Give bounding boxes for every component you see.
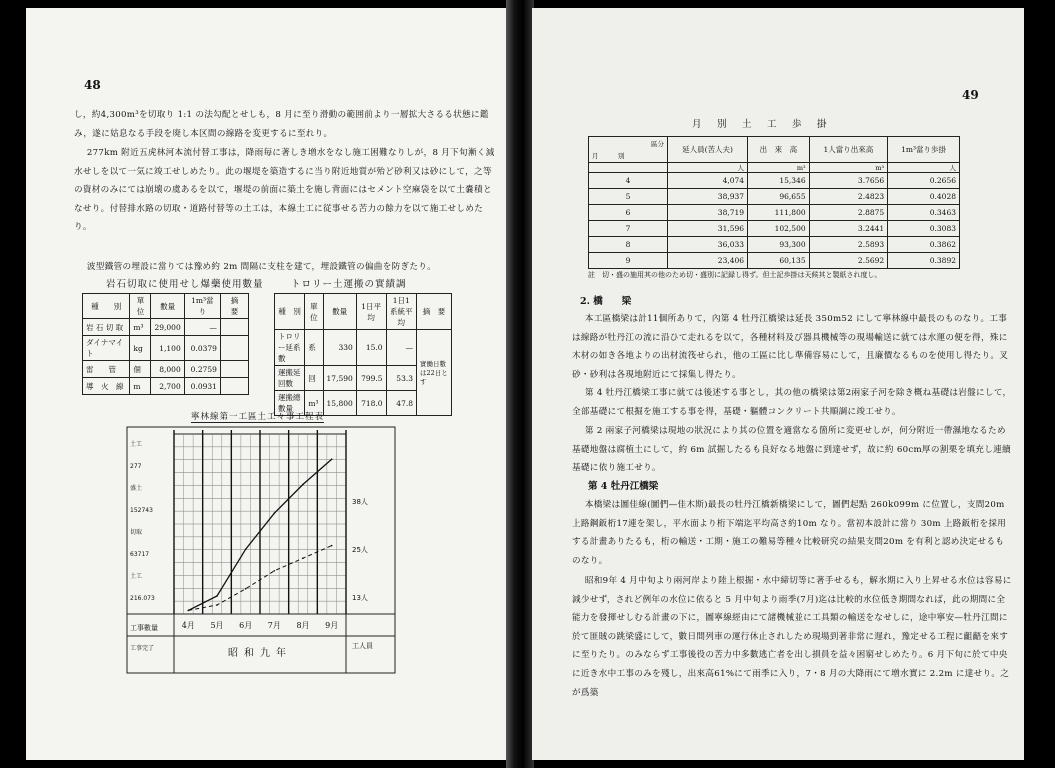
header-cell: 延人員(苦人夫) bbox=[668, 137, 748, 163]
table-cell: 799.5 bbox=[356, 366, 386, 391]
monthly-table bbox=[588, 136, 960, 269]
table-cell: 60,135 bbox=[748, 253, 810, 269]
table-cell: 93,300 bbox=[748, 237, 810, 253]
table-cell: 個 bbox=[130, 361, 151, 378]
header-cell: 數量 bbox=[323, 294, 356, 330]
bottom-right-label: 工人員 bbox=[352, 642, 373, 650]
table-cell bbox=[220, 319, 248, 336]
table-cell: 2.8875 bbox=[809, 205, 888, 221]
table-cell: 330 bbox=[323, 330, 356, 366]
left-paragraph-2: 277km 附近五虎林河本流付替工事は，降雨毎に著しき増水をなし施工困難なりしが，8 月下旬漸く減水せしを以て一気に竣工せしめたり。此の堰堤を築造するに当り附近地質が殆ど砂利又は砂にして，之等の資材のみにては崩壊の虞あるを以て，堰堤の前面に築土を施し背面にはセメント空麻袋を以て土嚢積となせり。付替排水路の切取・道路付替等の土工は，本線土工に従事せる苦力の餘力を以て施工せしめたり。 bbox=[74, 148, 495, 233]
left-axis-label: 土工 bbox=[130, 441, 143, 448]
left-page bbox=[26, 8, 508, 760]
header-cell: 數量 bbox=[151, 294, 184, 319]
table-cell: 9 bbox=[589, 253, 668, 269]
table-cell: 0.2759 bbox=[184, 361, 220, 378]
table-note: 註 切・盛の施用其の他のため切・盛別に記録し得ず。但土記歩掛は天候其と製紙され度し。 bbox=[588, 271, 882, 279]
header-cell: 摘 要 bbox=[220, 294, 248, 319]
page-number-left: 48 bbox=[84, 78, 101, 92]
header-cell: 1日平均 bbox=[356, 294, 386, 330]
right-axis-label: 25人 bbox=[352, 546, 368, 554]
table-row bbox=[589, 237, 960, 253]
table-cell: 1,100 bbox=[151, 336, 184, 361]
table-cell: 47.8 bbox=[386, 391, 416, 416]
right-paragraph-4: 本橋梁は圖佳線(圖們—佳木斯)最長の牡丹江橋新橋梁にして，圖們起點 260k099m に位置し，支間20m 上路鋼鈑桁17連を架し，平水面より桁下端迄平均高さ約10m なり。當初本設計に當り 30m 上路鈑桁を採用する計畫ありたるも，桁の輸送・工期・施工の難易等種々比較研究の結果支間20m を有利と認め決定せるものなり。 bbox=[572, 500, 1007, 566]
table-cell: — bbox=[184, 319, 220, 336]
table-cell: 2.5893 bbox=[809, 237, 888, 253]
data-point bbox=[245, 588, 247, 590]
table-cell: 2.5692 bbox=[809, 253, 888, 269]
table-cell bbox=[220, 378, 248, 395]
right-paragraph-2: 第 4 牡丹江橋梁工事に就ては後述する事とし，其の他の橋梁は第2兩家子河を除き概ね基礎は岩盤にして，全部基礎にて根掘を施工する事を得，基礎・軀體コンクリート共順調に竣工せり。 bbox=[572, 388, 1012, 417]
trolley-table-caption: トロリー土運搬の實績調 bbox=[291, 279, 407, 290]
x-tick-label: 7月 bbox=[267, 621, 281, 630]
table-row bbox=[589, 221, 960, 237]
table-cell: 系 bbox=[305, 330, 323, 366]
table-row bbox=[589, 173, 960, 189]
right-paragraph-5: 昭和9年 4 月中旬より兩河岸より陸上根掘・水中締切等に著手せるも，解氷期に入り上昇せる水位は容易に減少せず，されど例年の水位に依ると 5 月中旬より雨季(7月)迄は比較的水位低き期間なれば，此の期間に全能力を發揮せしむる計畫の下に，圖寧線經由にて諸機械並に工具類の輸送をなせしに，途中寧安—牡丹江間に於て匪賊の跳梁盛にして，數日間列車の運行休止されしため現場到著非常に遅れ，豫定せる工程に齟齬を來すに至りたり。のみならず工事後役の苦力中多數逃亡者を出し損員を益々困窮せしめたり。6 月下旬に於て中央に近き水中工事のみを殘し，出來高61%にて雨季に入り，7・8 月の大降雨にて増水實に 2.2m に達せり。之が爲築 bbox=[572, 576, 1012, 698]
book-gutter bbox=[506, 0, 534, 768]
table-row bbox=[589, 205, 960, 221]
left-axis-label: 277 bbox=[130, 463, 142, 470]
header-cell: 1m³當り bbox=[184, 294, 220, 319]
right-paragraph-3: 第 2 兩家子河橋梁は現地の狀況により其の位置を適當なる箇所に変更せしが，何分附近一帶濕地なるため基礎地盤は腐植土にして，約 6m 試掘したるも良好なる地盤に到達せず，故に約 60cm厚の割栗を填充し連續基礎に依り施工せり。 bbox=[572, 426, 1011, 474]
x-tick-label: 6月 bbox=[239, 621, 253, 630]
right-paragraph-1: 本工區橋梁は計11個所ありて，內第 4 牡丹江橋梁は延長 350m52 にして寧林線中最長のものなり。工事は線路が牡丹江の流に沿ひて走れるを以て，各種材料及び器具機械等の現場輸送に就ては水運の便を得，殊に木材の如き各地よりの出材流筏せられ，他の工區に比し準備容易にして，且廉價なるものを使用し得たり。叉砂・砂利は各現地附近にて採集し得たり。 bbox=[572, 314, 1009, 380]
data-point bbox=[216, 604, 218, 606]
table-cell: 實働日數は22日とす bbox=[417, 330, 452, 416]
table-cell: 17,590 bbox=[323, 366, 356, 391]
data-point bbox=[331, 545, 333, 547]
table-cell: 23,406 bbox=[668, 253, 748, 269]
data-point bbox=[274, 570, 276, 572]
table-cell: 0.4028 bbox=[888, 189, 960, 205]
table-cell: 0.0379 bbox=[184, 336, 220, 361]
unit-cell: m³ bbox=[809, 163, 888, 173]
unit-row bbox=[589, 163, 960, 173]
table-cell: m³ bbox=[130, 319, 151, 336]
bottom-left-label: 工事數量 bbox=[130, 624, 158, 632]
table-cell: 29,000 bbox=[151, 319, 184, 336]
unit-cell: m³ bbox=[748, 163, 810, 173]
right-axis-label: 13人 bbox=[352, 594, 368, 602]
header-cell: 單位 bbox=[130, 294, 151, 319]
header-cell: 單位 bbox=[305, 294, 323, 330]
header-cell: 1m³當り歩掛 bbox=[888, 137, 960, 163]
table-cell: 102,500 bbox=[748, 221, 810, 237]
table-cell: 15,346 bbox=[748, 173, 810, 189]
table-cell: ダイナマイト bbox=[83, 336, 130, 361]
header-cell: 出 來 高 bbox=[748, 137, 810, 163]
table-cell: 111,800 bbox=[748, 205, 810, 221]
trolley-table bbox=[274, 293, 452, 416]
progress-chart bbox=[126, 426, 396, 674]
data-point bbox=[274, 512, 276, 514]
table-cell: 回 bbox=[305, 366, 323, 391]
header-cell: 摘 要 bbox=[417, 294, 452, 330]
header-corner: 區分 bbox=[651, 140, 664, 148]
table-cell: 0.2656 bbox=[888, 173, 960, 189]
table-cell: m bbox=[130, 378, 151, 395]
left-paragraph-1: し，約4,300m³を切取り 1:1 の法勾配とせしも，8 月に至り滑動の範囲前より一層拡大さるる状態に鑑み，遂に姑息なる手段を廃し本区間の線路を変更するに至れり。 bbox=[74, 110, 489, 139]
table-cell: 4,074 bbox=[668, 173, 748, 189]
table-cell: 8 bbox=[589, 237, 668, 253]
table-cell: 導 火 線 bbox=[83, 378, 130, 395]
x-axis-title: 昭和九年 bbox=[228, 648, 292, 659]
x-tick-label: 5月 bbox=[210, 621, 224, 630]
table-cell: 0.3862 bbox=[888, 237, 960, 253]
left-axis-label: 盛土 bbox=[130, 485, 143, 492]
left-axis-label: 土工 bbox=[130, 573, 143, 580]
data-point bbox=[302, 557, 304, 559]
data-point bbox=[331, 458, 333, 460]
table-cell: 15,800 bbox=[323, 391, 356, 416]
header-cell: 種 別 bbox=[83, 294, 130, 319]
table-row bbox=[83, 378, 249, 395]
page-number-right: 49 bbox=[962, 88, 979, 102]
right-page bbox=[532, 8, 1024, 760]
table-cell: 雷 管 bbox=[83, 361, 130, 378]
header-cell: 1人當り出來高 bbox=[809, 137, 888, 163]
unit-cell bbox=[589, 163, 668, 173]
table-cell: 53.3 bbox=[386, 366, 416, 391]
left-axis-label: 切取 bbox=[130, 529, 143, 536]
left-axis-label: 216.073 bbox=[130, 595, 155, 602]
header-cell bbox=[589, 137, 668, 163]
table-cell: kg bbox=[130, 336, 151, 361]
header-month: 月 別 bbox=[592, 152, 625, 160]
table-cell: 718.0 bbox=[356, 391, 386, 416]
chart-title: 寧林線第一工區土工々事工程表 bbox=[191, 412, 325, 422]
data-point bbox=[302, 484, 304, 486]
header-cell: 1日1系統平均 bbox=[386, 294, 416, 330]
table-cell: 運搬總數量 bbox=[275, 391, 305, 416]
table-cell: 8,000 bbox=[151, 361, 184, 378]
x-tick-label: 4月 bbox=[181, 621, 195, 630]
x-tick-label: 8月 bbox=[296, 621, 310, 630]
table-cell: 2.4823 bbox=[809, 189, 888, 205]
table-cell: トロリー延系數 bbox=[275, 330, 305, 366]
table-row bbox=[589, 253, 960, 269]
table-cell: 38,719 bbox=[668, 205, 748, 221]
subsection-title: 第 4 牡丹江橋梁 bbox=[588, 481, 659, 492]
table-cell: 0.3892 bbox=[888, 253, 960, 269]
table-cell: 3.7656 bbox=[809, 173, 888, 189]
explosive-table-caption: 岩石切取に使用せし爆藥使用數量 bbox=[106, 279, 264, 290]
table-cell: m³ bbox=[305, 391, 323, 416]
data-point bbox=[245, 548, 247, 550]
table-cell: 0.3083 bbox=[888, 221, 960, 237]
left-paragraph-3: 波型鐵管の埋設に當りては豫め約 2m 間隔に支柱を建て，埋設鐵管の偏曲を防ぎたり。 bbox=[86, 262, 437, 272]
table-row bbox=[83, 361, 249, 378]
table-cell: 岩 石 切 取 bbox=[83, 319, 130, 336]
monthly-table-caption: 月 別 土 工 歩 掛 bbox=[692, 119, 830, 130]
x-tick-label: 9月 bbox=[325, 621, 339, 630]
table-cell: 運搬延回數 bbox=[275, 366, 305, 391]
table-cell: 4 bbox=[589, 173, 668, 189]
table-cell: 96,655 bbox=[748, 189, 810, 205]
table-cell bbox=[220, 336, 248, 361]
right-axis-label: 38人 bbox=[352, 498, 368, 506]
table-cell: 3.2441 bbox=[809, 221, 888, 237]
table-cell: 6 bbox=[589, 205, 668, 221]
table-cell: 0.3463 bbox=[888, 205, 960, 221]
table-row bbox=[83, 319, 249, 336]
table-row bbox=[83, 336, 249, 361]
unit-cell: 人 bbox=[888, 163, 960, 173]
data-point bbox=[188, 610, 190, 612]
unit-cell: 人 bbox=[668, 163, 748, 173]
explosive-table bbox=[82, 293, 249, 395]
left-axis-label: 63717 bbox=[130, 551, 150, 558]
table-cell: 31,596 bbox=[668, 221, 748, 237]
table-cell: 36,033 bbox=[668, 237, 748, 253]
table-cell: 38,937 bbox=[668, 189, 748, 205]
table-row bbox=[589, 189, 960, 205]
table-cell: 15.0 bbox=[356, 330, 386, 366]
table-cell: 7 bbox=[589, 221, 668, 237]
table-cell: 2,700 bbox=[151, 378, 184, 395]
header-cell: 種 別 bbox=[275, 294, 305, 330]
data-point bbox=[216, 595, 218, 597]
table-cell: 5 bbox=[589, 189, 668, 205]
left-axis-label: 152743 bbox=[130, 507, 153, 514]
section-title-bridges: 2. 橋 梁 bbox=[580, 296, 632, 307]
table-row bbox=[275, 330, 452, 366]
table-cell: — bbox=[386, 330, 416, 366]
bottom-left-sub: 工事完了 bbox=[130, 645, 155, 652]
table-cell bbox=[220, 361, 248, 378]
table-cell: 0.0931 bbox=[184, 378, 220, 395]
